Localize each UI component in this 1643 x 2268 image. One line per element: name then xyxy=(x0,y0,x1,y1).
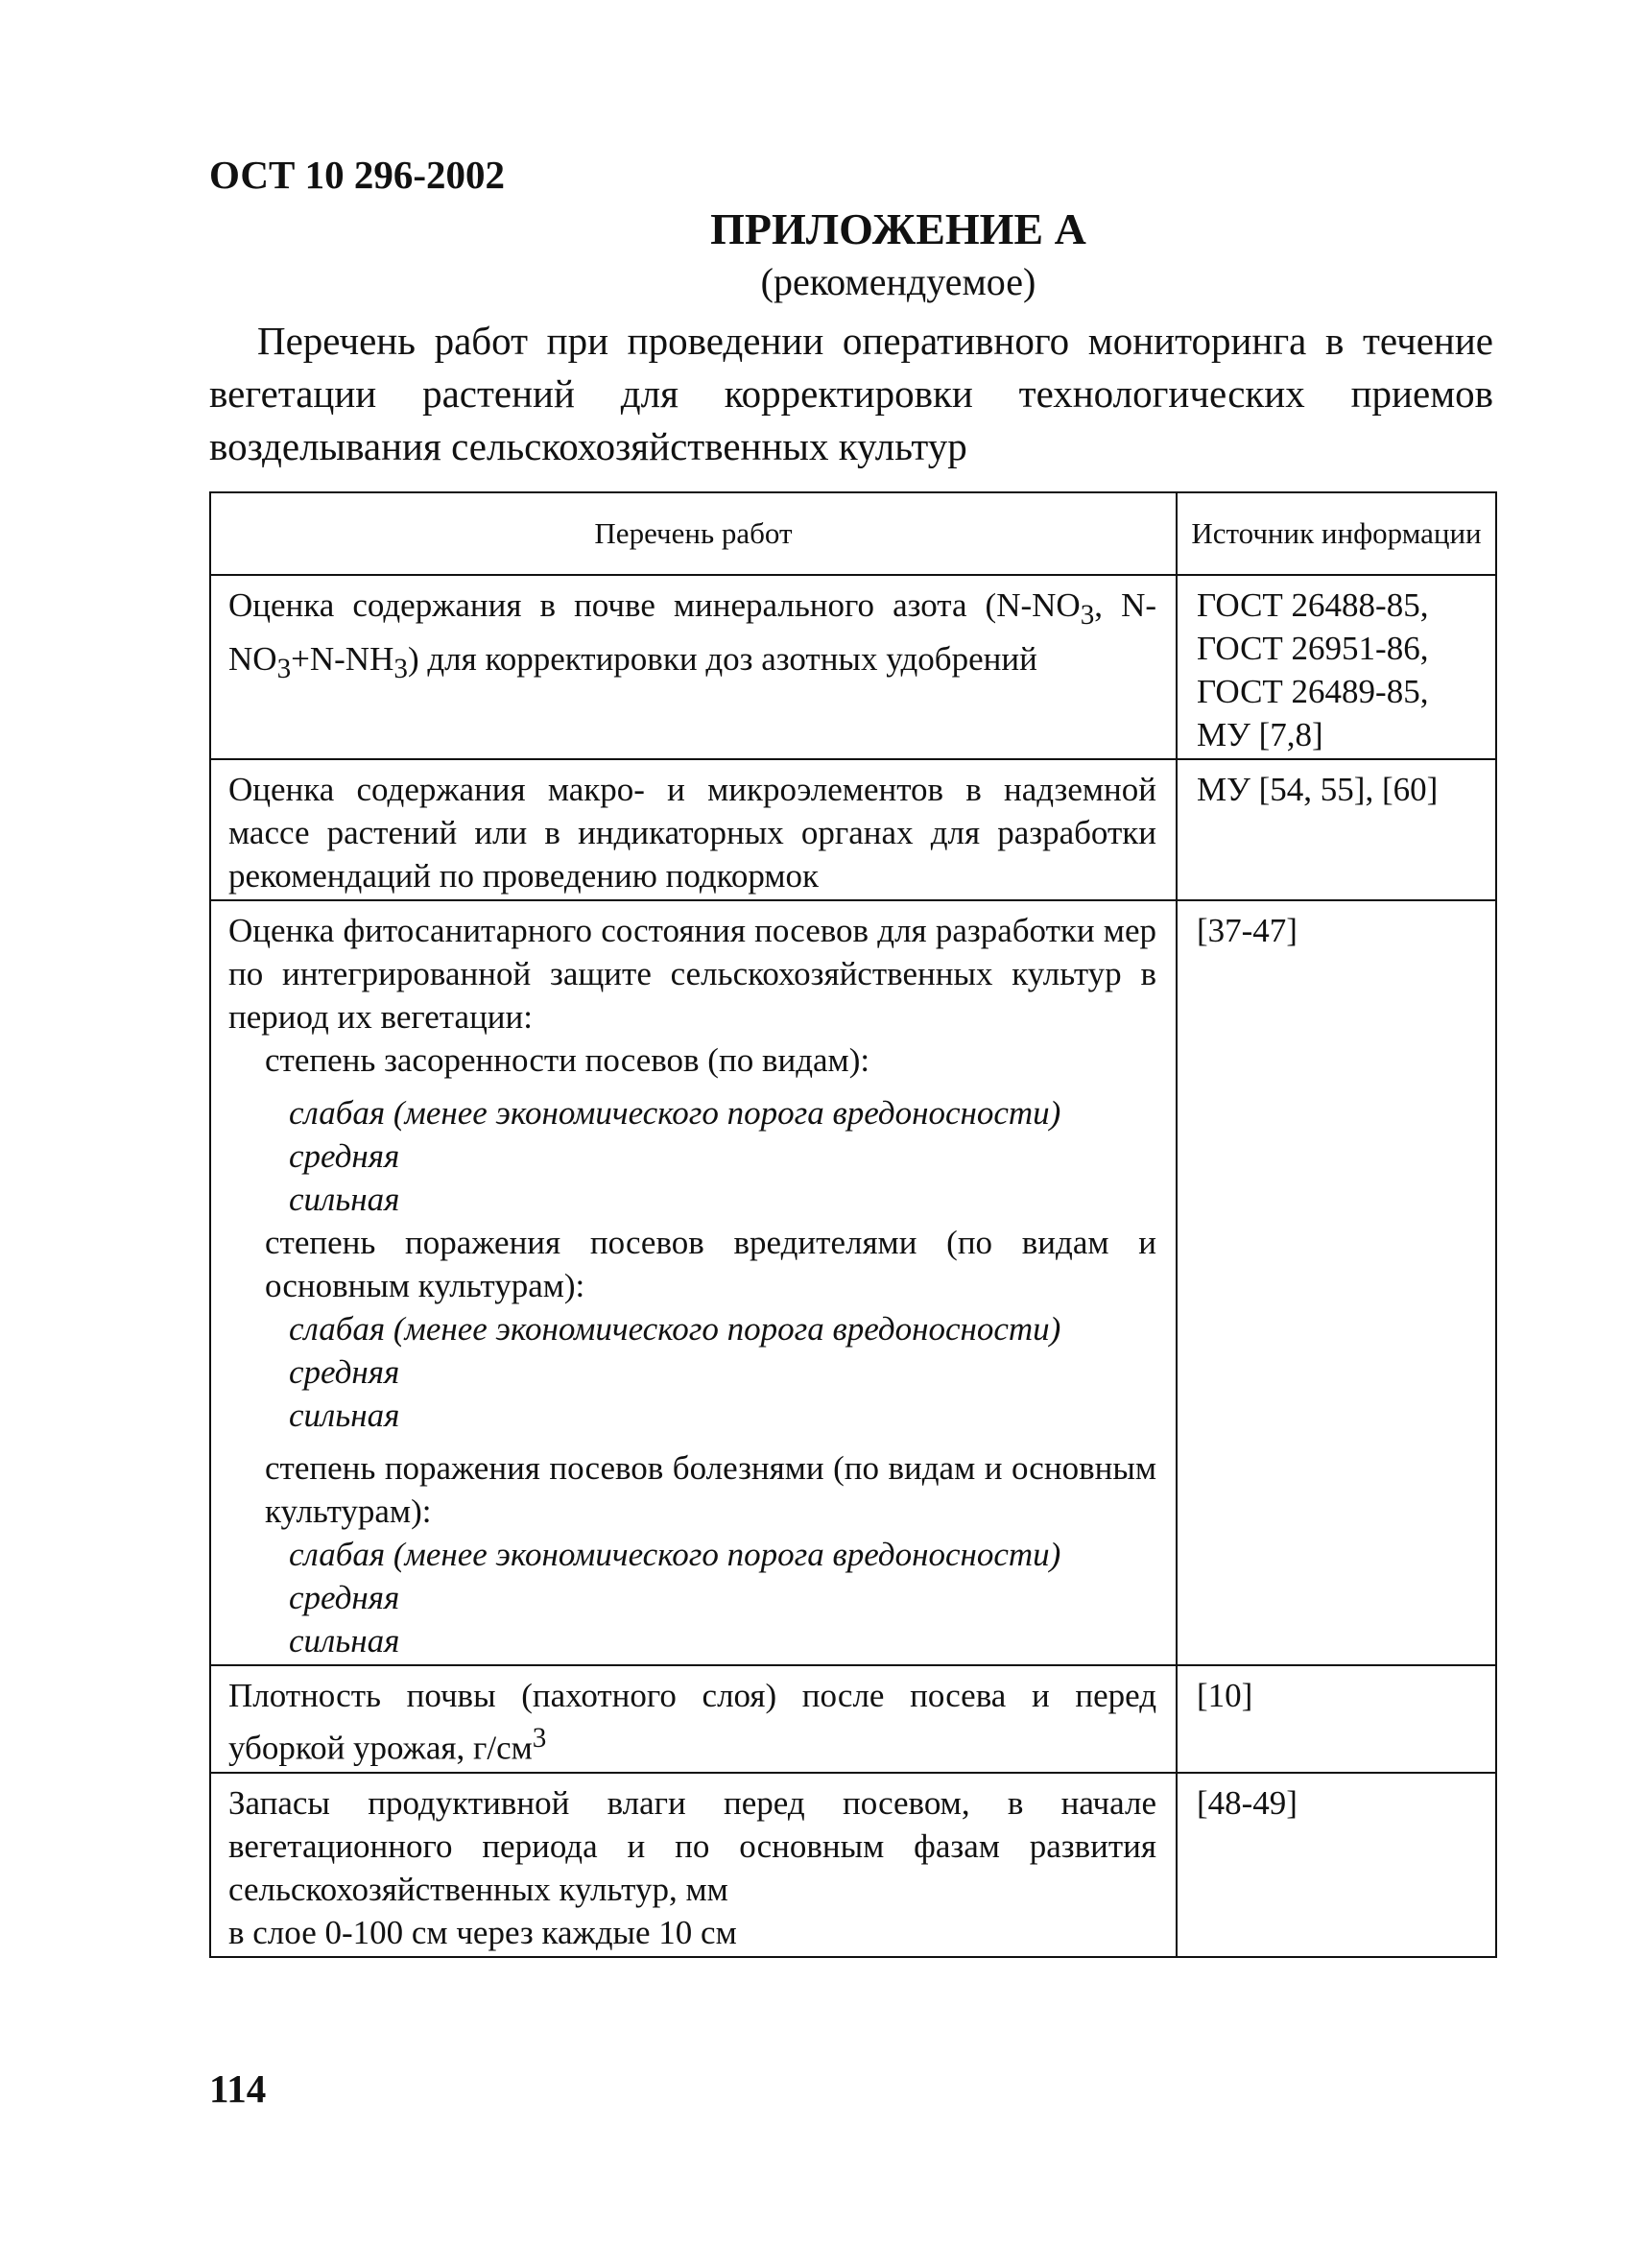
source-cell xyxy=(1177,900,1496,1665)
table-row xyxy=(210,900,1496,1665)
source-ref: [48-49] xyxy=(1197,1783,1298,1822)
level-item: слабая (менее экономического порога вредоносности) xyxy=(289,1536,1061,1573)
work-cell xyxy=(210,575,1177,759)
table-row xyxy=(210,1665,1496,1773)
level-item: сильная xyxy=(289,1181,400,1218)
group-title: степень засоренности посевов (по видам): xyxy=(265,1041,870,1079)
document-code: ОСТ 10 296-2002 xyxy=(209,153,506,197)
subscript: 3 xyxy=(1080,600,1095,631)
work-cell xyxy=(210,1665,1177,1773)
level-item: сильная xyxy=(289,1397,400,1434)
source-ref: ГОСТ 26951-86, xyxy=(1197,630,1429,667)
level-item: слабая (менее экономического порога вредоносности) xyxy=(289,1094,1061,1132)
source-cell xyxy=(1177,759,1496,900)
source-cell xyxy=(1177,1665,1496,1773)
level-item: средняя xyxy=(289,1579,400,1616)
source-ref: ГОСТ 26489-85, xyxy=(1197,673,1429,710)
source-ref: МУ [7,8] xyxy=(1197,716,1323,753)
intro-paragraph: Перечень работ при проведении оперативного мониторинга в течение вегетации растений для корректировки технологических приемов возделывания сельскохозяйственных культур xyxy=(209,319,1493,468)
work-text: , N-NO xyxy=(228,586,1157,678)
level-item: слабая (менее экономического порога вредоносности) xyxy=(289,1310,1061,1348)
level-item: средняя xyxy=(289,1353,400,1391)
table-row xyxy=(210,1773,1496,1957)
work-text: Оценка содержания в почве минерального азота (N-NO xyxy=(228,586,1081,624)
appendix-title: ПРИЛОЖЕНИЕ А xyxy=(710,204,1086,253)
subscript: 3 xyxy=(393,654,408,684)
appendix-subtitle: (рекомендуемое) xyxy=(760,260,1036,303)
work-cell: Оценка содержания макро- и микроэлементов в надземной массе растений или в индикаторных органах для разработки рекомендаций по проведению подкормок xyxy=(210,759,1177,900)
source-ref: [10] xyxy=(1197,1677,1253,1714)
work-text: Оценка фитосанитарного состояния посевов для разработки мер по интегрированной защите сельскохозяйственных культур в период их вегетации: xyxy=(228,912,1156,1036)
column-header-works: Перечень работ xyxy=(210,492,1177,575)
source-cell xyxy=(1177,575,1496,759)
column-header-source: Источник информации xyxy=(1177,492,1496,575)
work-text: +N-NH xyxy=(291,640,394,678)
work-cell xyxy=(210,1773,1177,1957)
level-item: средняя xyxy=(289,1137,400,1175)
group-title: степень поражения посевов болезнями (по видам и основным культурам): xyxy=(265,1449,1156,1530)
table-row xyxy=(210,759,1496,900)
group-title: степень поражения посевов вредителями (по видам и основным культурам): xyxy=(265,1224,1156,1304)
superscript: 3 xyxy=(532,1723,547,1754)
source-cell xyxy=(1177,1773,1496,1957)
source-ref: [37-47] xyxy=(1197,912,1298,949)
page-number: 114 xyxy=(209,2066,267,2111)
work-text: ) для корректировки доз азотных удобрений xyxy=(407,640,1037,678)
works-table xyxy=(209,491,1497,1958)
level-item: сильная xyxy=(289,1622,400,1659)
subscript: 3 xyxy=(276,654,292,684)
source-ref: МУ [54, 55], [60] xyxy=(1197,771,1439,808)
work-text: в слое 0-100 см через каждые 10 см xyxy=(228,1913,737,1951)
table-header-row xyxy=(210,492,1496,575)
source-ref: ГОСТ 26488-85, xyxy=(1197,586,1429,624)
work-cell xyxy=(210,900,1177,1665)
table-row xyxy=(210,575,1496,759)
work-text: Запасы продуктивной влаги перед посевом, в начале вегетационного периода и по основным фазам развития сельскохозяйственных культур, мм xyxy=(228,1783,1156,1908)
work-text: Плотность почвы (пахотного слоя) после посева и перед уборкой урожая, г/см xyxy=(228,1677,1156,1767)
